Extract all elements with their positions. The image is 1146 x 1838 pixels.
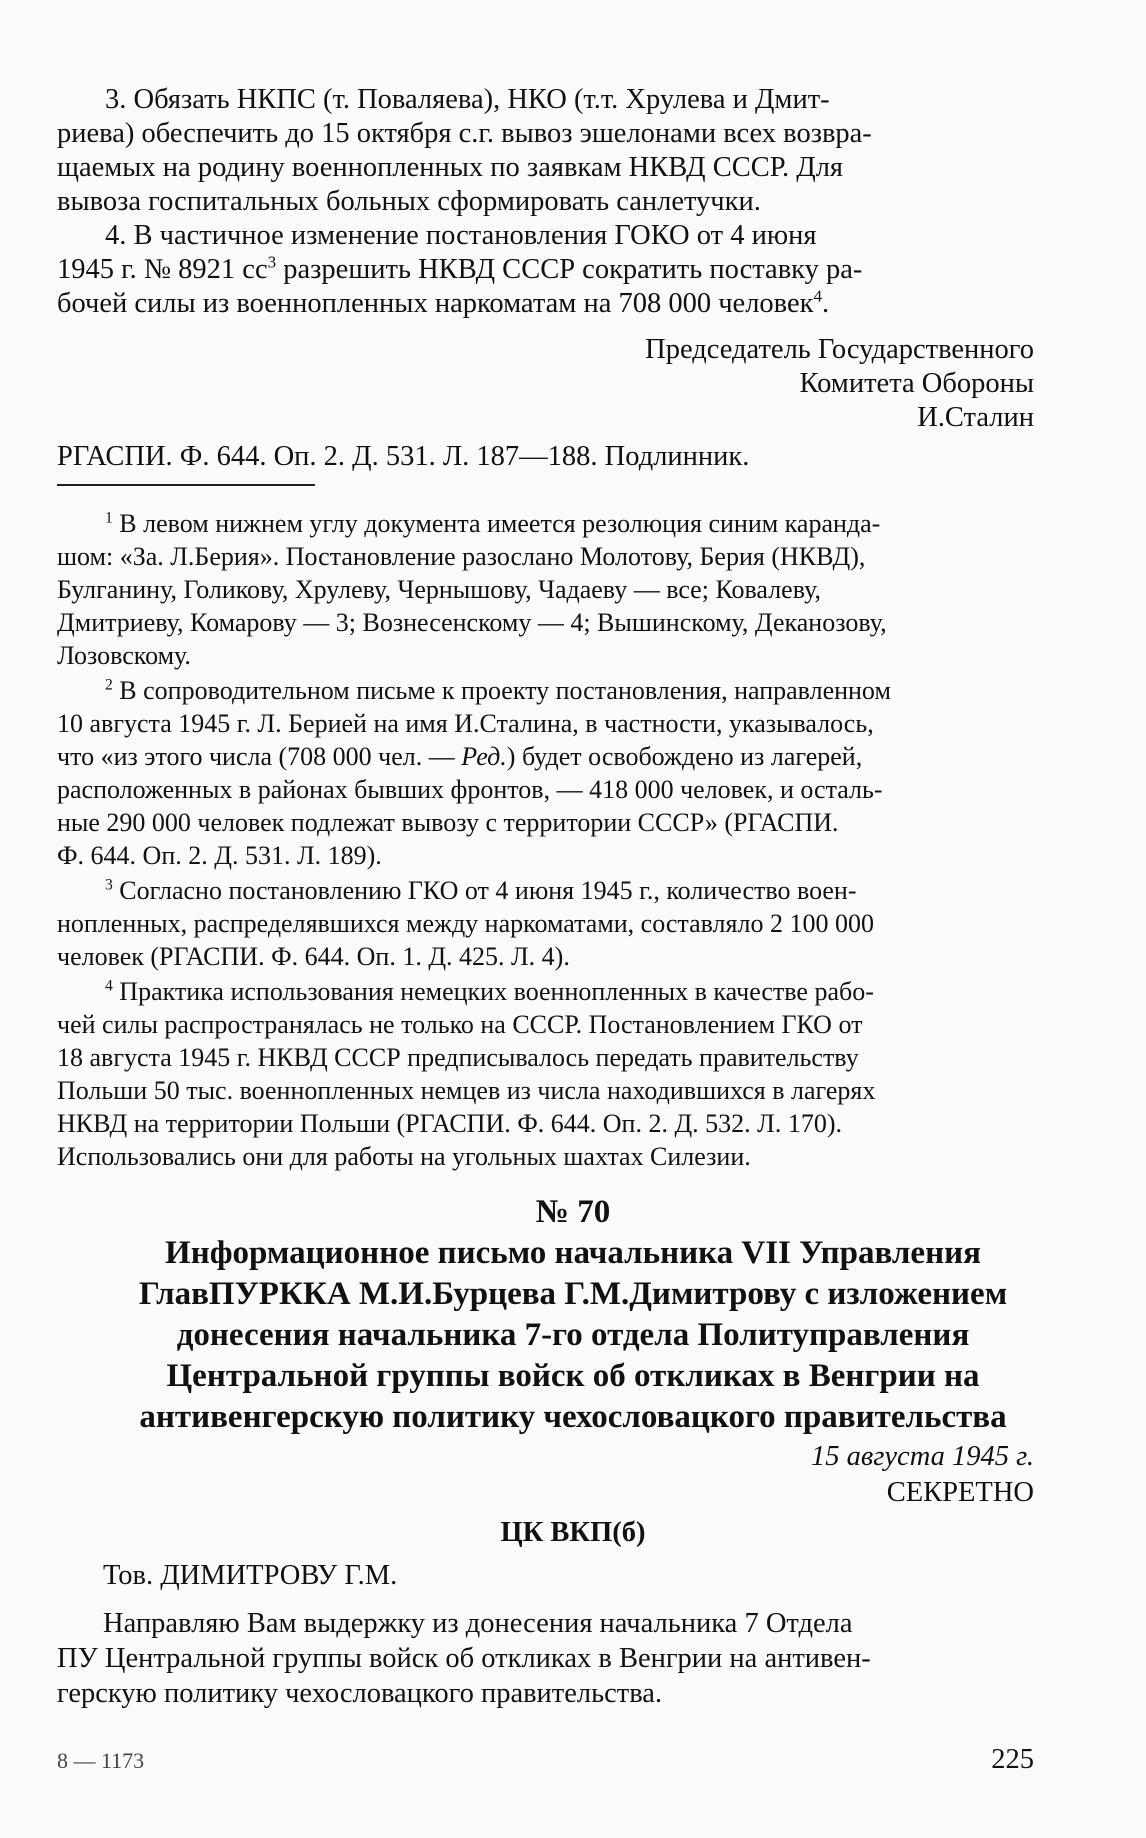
point-4-line-1: 4. В частичное изменение постановления ГОКО от 4 июня (105, 220, 817, 251)
letter-line-2: ПУ Центральной группы войск об откликах в Венгрии на антивен- (57, 1643, 871, 1674)
point-4-line-3 (57, 286, 830, 319)
footnote-4-line-5: НКВД на территории Польши (РГАСПИ. Ф. 644. Оп. 2. Д. 532. Л. 170). (57, 1109, 842, 1138)
footnote-4-line-6: Использовались они для работы на угольных шахтах Силезии. (57, 1142, 751, 1171)
footnote-3-line-1-text: Согласно постановлению ГКО от 4 июня 1945 г., количество воен- (119, 876, 857, 905)
point-3-line-3: щаемых на родину военнопленных по заявкам НКВД СССР. Для (57, 152, 844, 183)
document-title-line-4: Центральной группы войск об откликах в Венгрии на (166, 1358, 980, 1394)
footnote-3-number: 3 (105, 876, 113, 894)
footnote-4-line-1-text: Практика использования немецких военнопленных в качестве рабо- (119, 977, 874, 1006)
footnote-4-number: 4 (105, 977, 113, 995)
footnote-4-line-3: 18 августа 1945 г. НКВД СССР предписывалось передать правительству (57, 1043, 859, 1072)
footnote-2-number: 2 (105, 676, 113, 694)
document-title-line-1: Информационное письмо начальника VII Управления (165, 1235, 981, 1271)
footnote-2-line-6: Ф. 644. Оп. 2. Д. 531. Л. 189). (57, 841, 382, 870)
document-title-line-5: антивенгерскую политику чехословацкого правительства (139, 1399, 1007, 1435)
footnote-ref-4: 4 (813, 286, 823, 306)
document-title-line-2: ГлавПУРККА М.И.Бурцева Г.М.Димитрову с изложением (138, 1276, 1008, 1312)
footnote-3-line-2: нопленных, распределявшихся между наркоматами, составляло 2 100 000 (57, 909, 874, 938)
page-number: 225 (991, 1744, 1034, 1775)
letter-line-1: Направляю Вам выдержку из донесения начальника 7 Отдела (103, 1608, 853, 1639)
point-4-line-2-pre: 1945 г. № 8921 сс (57, 254, 268, 285)
footnote-1-line-1-text: В левом нижнем углу документа имеется резолюция синим каранда- (119, 509, 881, 538)
footnote-2-line-5: ные 290 000 человек подлежат вывозу с территории СССР» (РГАСПИ. (57, 808, 839, 837)
point-3-line-2 (57, 120, 1035, 149)
footnote-1-number: 1 (105, 509, 113, 527)
point-3-line-2-text: риева) обеспечить до 15 октября с.г. вывоз эшелонами всех возвра- (57, 118, 872, 149)
document-title-line-3: донесения начальника 7-го отдела Политуправления (176, 1317, 970, 1353)
secrecy-mark: СЕКРЕТНО (886, 1477, 1034, 1508)
letter-line-3: герскую политику чехословацкого правительства. (57, 1678, 663, 1709)
footnote-1-line-5: Лозовскому. (57, 641, 191, 670)
footnote-2-line-1 (105, 678, 891, 704)
signature-name: И.Сталин (917, 402, 1034, 433)
footnote-4-line-1 (105, 979, 874, 1005)
footnote-1-line-2: шом: «За. Л.Берия». Постановление разослано Молотову, Берия (НКВД), (57, 542, 866, 571)
footnote-4-line-4: Польши 50 тыс. военнопленных немцев из числа находившихся в лагерях (57, 1076, 876, 1105)
signature-title-line-1: Председатель Государственного (645, 334, 1034, 365)
point-4-line-2 (57, 252, 863, 285)
footnote-1-line-3: Булганину, Голикову, Хрулеву, Чернышову, Чадаеву — все; Ковалеву, (57, 575, 821, 604)
footnote-2-line-3 (57, 744, 862, 770)
document-number: № 70 (535, 1194, 611, 1230)
footnote-3-line-3: человек (РГАСПИ. Ф. 644. Оп. 1. Д. 425. Л. 4). (57, 942, 570, 971)
footnote-2-line-4: расположенных в районах бывших фронтов, — 418 000 человек, и осталь- (57, 775, 883, 804)
footnote-ref-3: 3 (267, 252, 277, 272)
footnote-2-line-1-text: В сопроводительном письме к проекту постановления, направленном (119, 676, 891, 705)
point-3-line-4: вывоза госпитальных больных сформировать санлетучки. (57, 186, 761, 217)
footnote-2-line-3-post: ) будет освобождено из лагерей, (506, 742, 863, 771)
footnote-2-line-3-pre: что «из этого числа (708 000 чел. — (57, 742, 462, 771)
archive-source: РГАСПИ. Ф. 644. Оп. 2. Д. 531. Л. 187—188. Подлинник. (57, 441, 750, 472)
signature-title-line-2: Комитета Обороны (799, 368, 1034, 399)
point-4-line-2-post: разрешить НКВД СССР сократить поставку ра- (276, 254, 863, 285)
addressee-organization: ЦК ВКП(б) (500, 1517, 646, 1548)
footnote-2-line-2: 10 августа 1945 г. Л. Берией на имя И.Сталина, в частности, указывалось, (57, 709, 874, 738)
footnote-1-line-1 (105, 511, 880, 537)
footnote-3-line-1 (105, 878, 857, 904)
footnote-4-line-2: чей силы распространялась не только на СССР. Постановлением ГКО от (57, 1010, 863, 1039)
point-3-line-1: 3. Обязать НКПС (т. Поваляева), НКО (т.т. Хрулева и Дмит- (105, 84, 830, 115)
footnote-1-line-4: Дмитриеву, Комарову — 3; Вознесенскому — 4; Вышинскому, Деканозову, (57, 608, 887, 637)
footnote-2-editor-mark: Ред. (461, 742, 507, 771)
footnote-divider (57, 484, 315, 486)
addressee: Тов. ДИМИТРОВУ Г.М. (103, 1560, 398, 1591)
document-date: 15 августа 1945 г. (811, 1441, 1034, 1472)
point-4-line-3-post: . (822, 288, 830, 319)
printer-signature-mark: 8 — 1173 (57, 1748, 145, 1773)
point-4-line-3-pre: бочей силы из военнопленных наркоматам на 708 000 человек (57, 288, 814, 319)
